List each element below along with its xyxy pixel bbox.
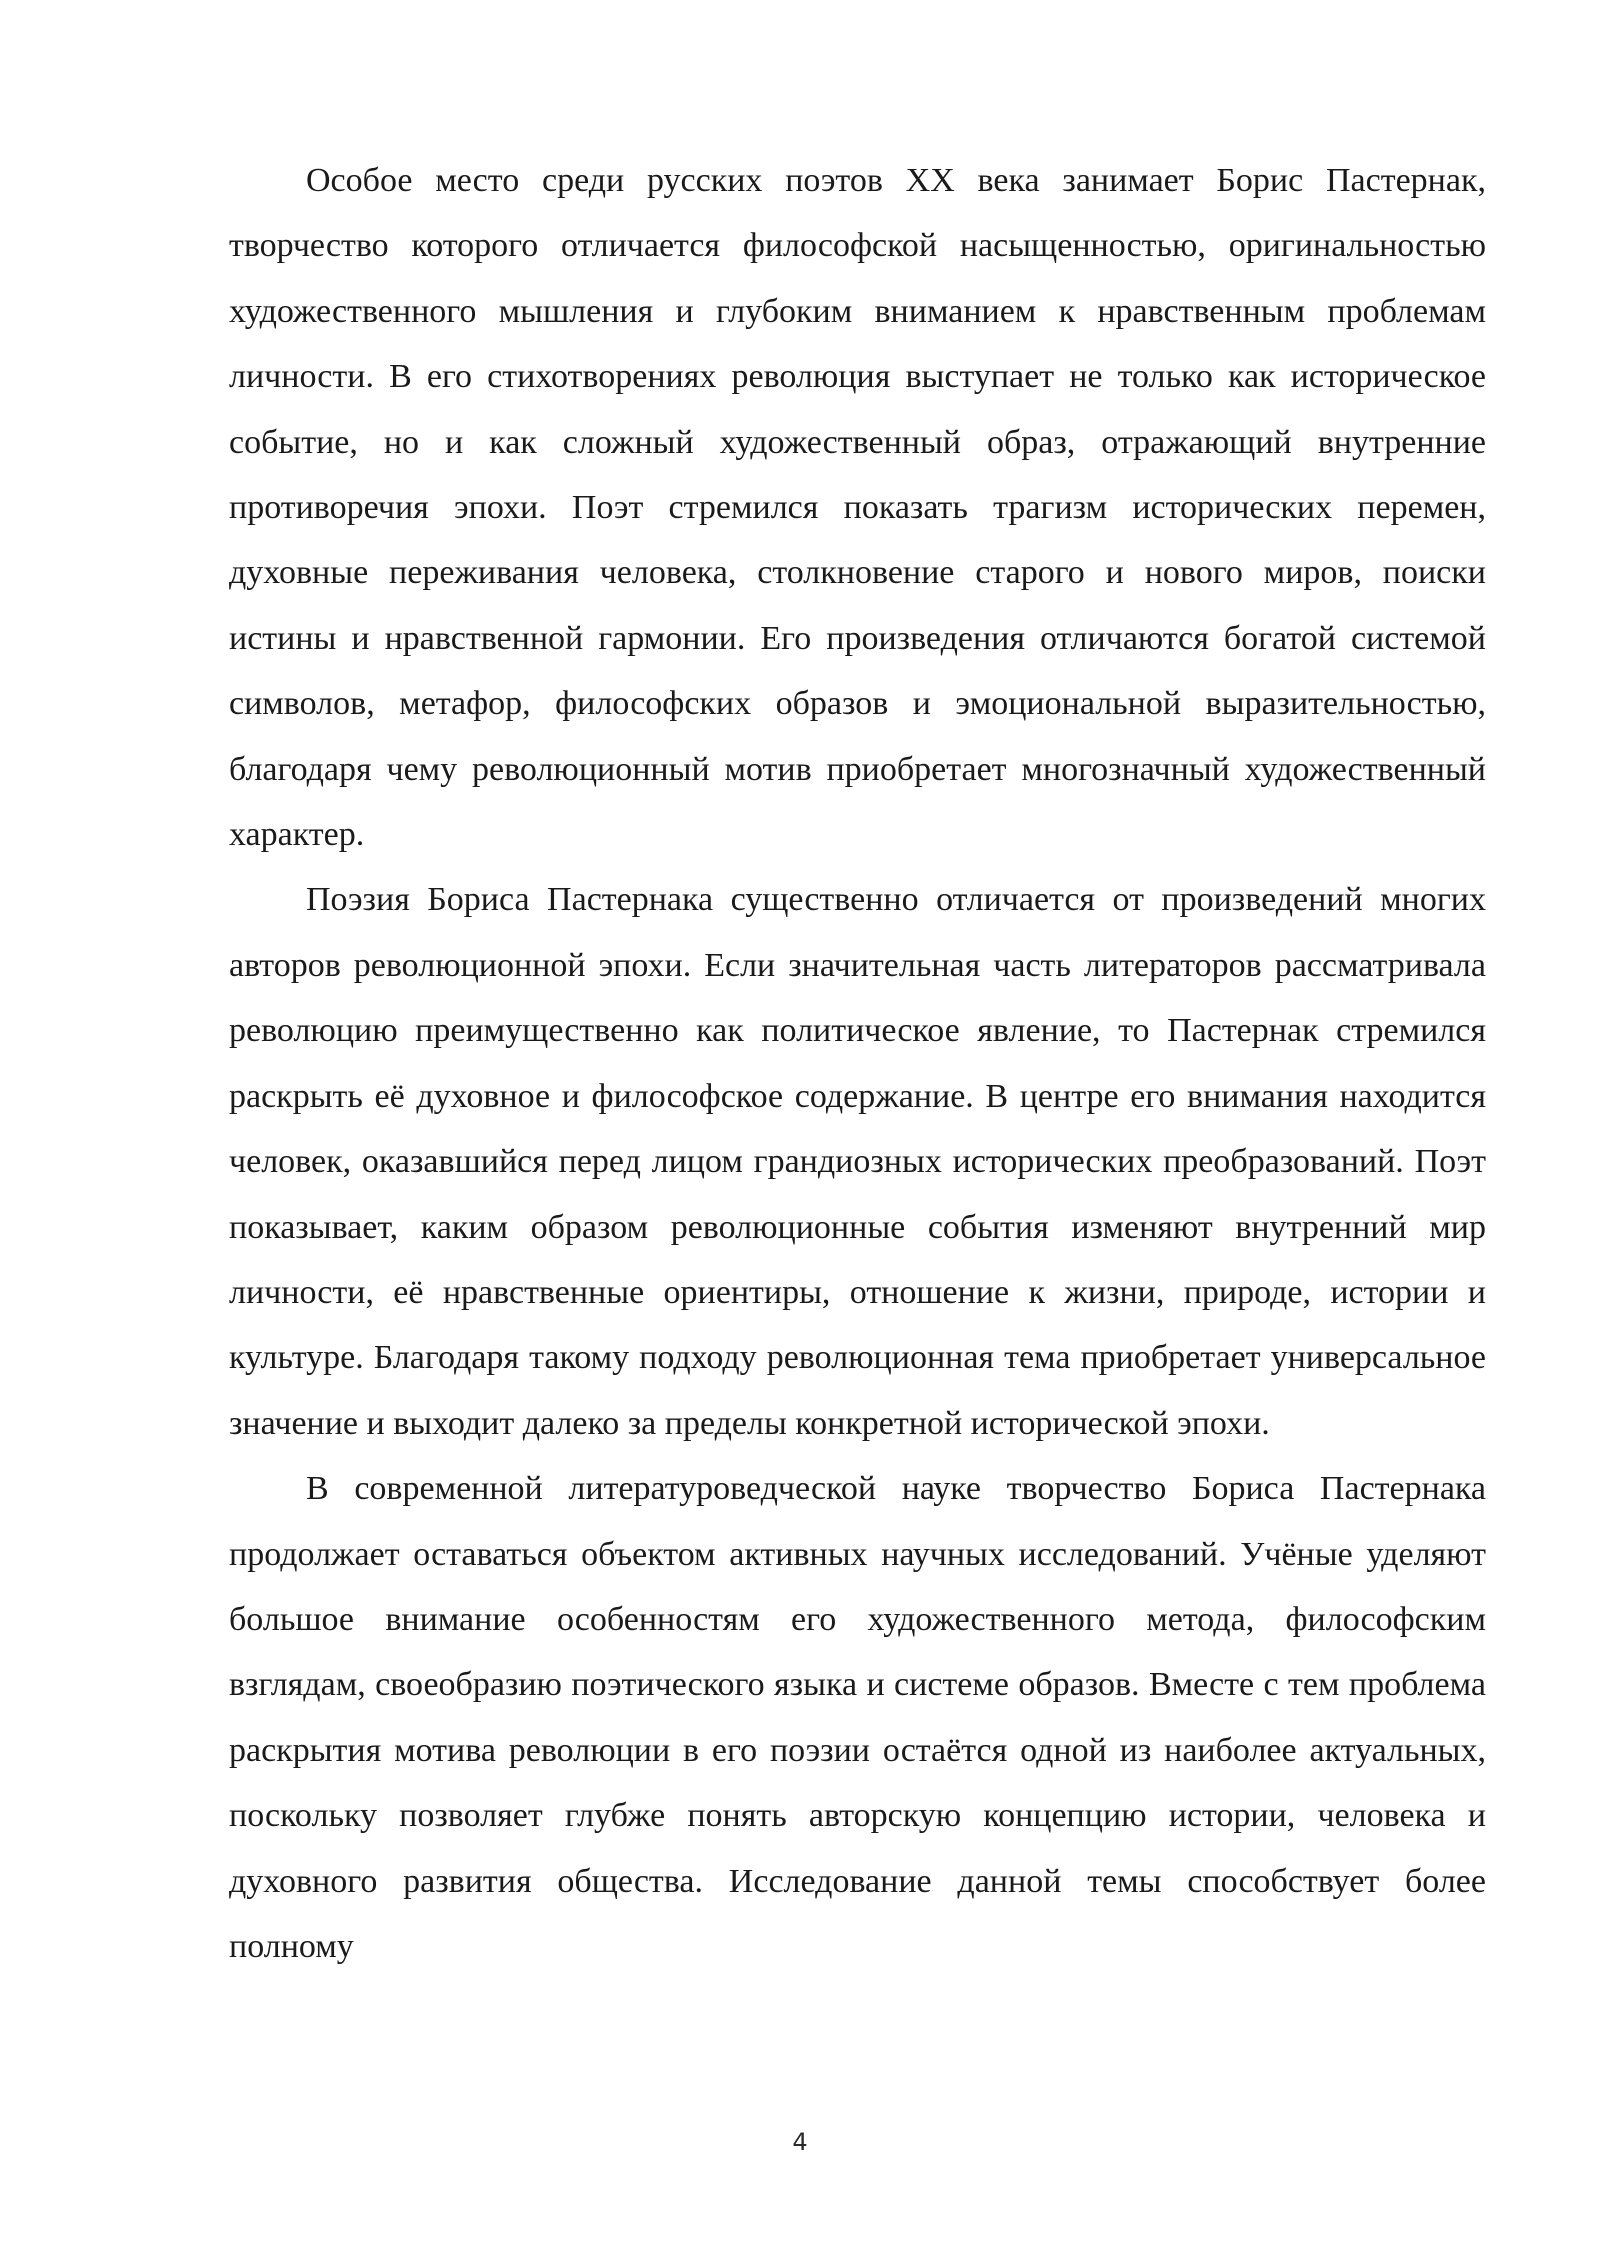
paragraph-1: Особое место среди русских поэтов XX века занимает Борис Пастернак, творчество которого отличается философской насыщенностью, оригинальностью художественного мышления и глубоким вниманием к нравственным проблемам личности. В его стихотворениях революция выступает не только как историческое событие, но и как сложный художественный образ, отражающий внутренние противоречия эпохи. Поэт стремился показать трагизм исторических перемен, духовные переживания человека, столкновение старого и нового миров, поиски истины и нравственной гармонии. Его произведения отличаются богатой системой символов, метафор, философских образов и эмоциональной выразительностью, благодаря чему революционный мотив приобретает многозначный художественный характер. [229, 162, 1486, 854]
page-number: 4 [792, 2128, 808, 2156]
paragraph-3: В современной литературоведческой науке творчество Бориса Пастернака продолжает оставаться объектом активных научных исследований. Учёные уделяют большое внимание особенностям его художественного метода, философским взглядам, своеобразию поэтического языка и системе образов. Вместе с тем проблема раскрытия мотива революции в его поэзии остаётся одной из наиболее актуальных, поскольку позволяет глубже понять авторскую концепцию истории, человека и духовного развития общества. Исследование данной темы способствует более полному [229, 1470, 1486, 1965]
paragraph-2: Поэзия Бориса Пастернака существенно отличается от произведений многих авторов революционной эпохи. Если значительная часть литераторов рассматривала революцию преимущественно как политическое явление, то Пастернак стремился раскрыть её духовное и философское содержание. В центре его внимания находится человек, оказавшийся перед лицом грандиозных исторических преобразований. Поэт показывает, каким образом революционные события изменяют внутренний мир личности, её нравственные ориентиры, отношение к жизни, природе, истории и культуре. Благодаря такому подходу революционная тема приобретает универсальное значение и выходит далеко за пределы конкретной исторической эпохи. [229, 881, 1486, 1442]
body-text [229, 148, 1486, 1979]
